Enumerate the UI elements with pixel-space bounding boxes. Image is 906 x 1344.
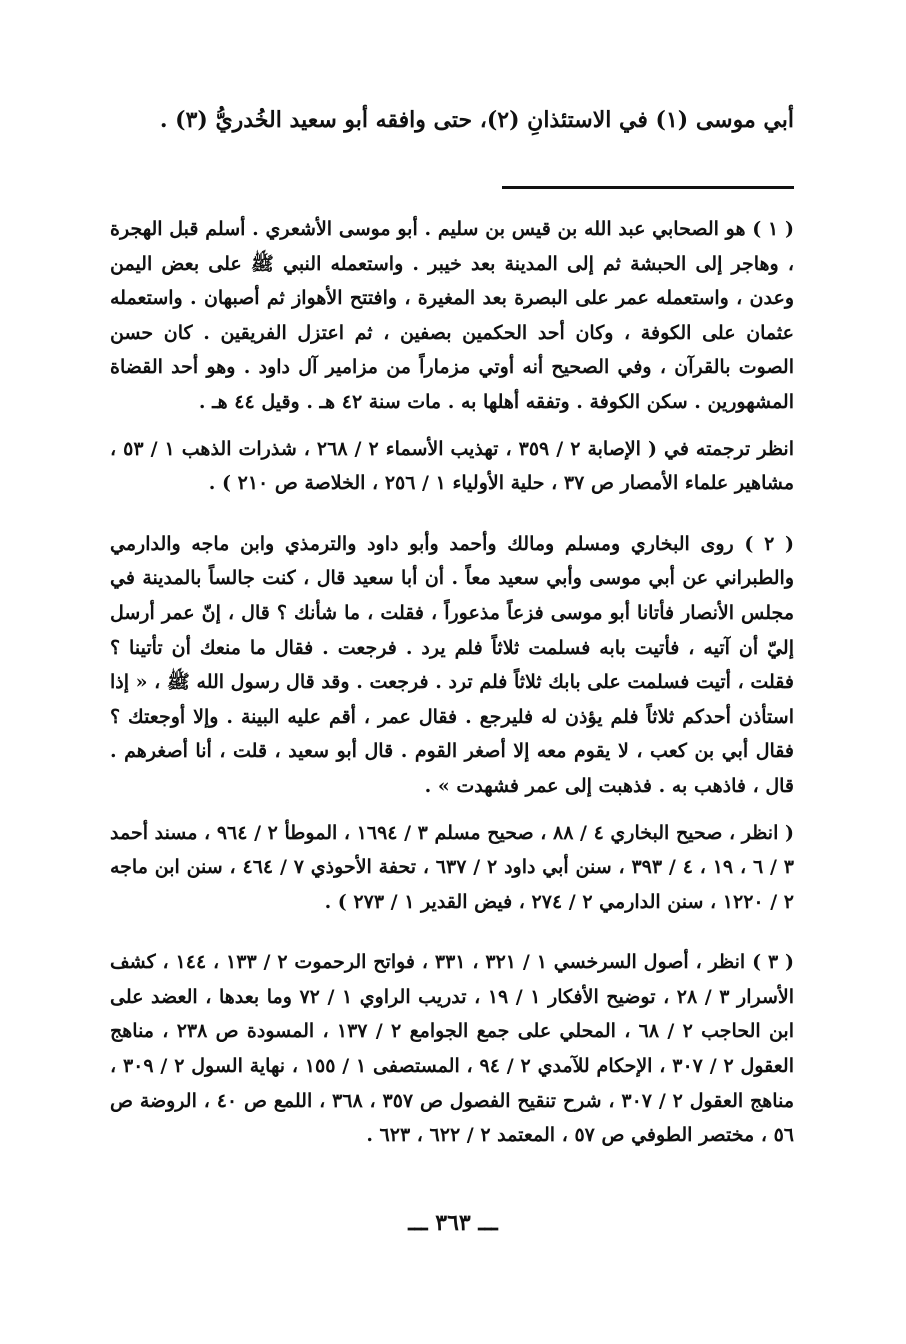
footnote-3-references: ( ٣ ) انظر ، أصول السرخسي ١ / ٣٢١ ، ٣٣١ ، فواتح الرحموت ٢ / ١٣٣ ، ١٤٤ ، كشف الأسرار ٣ / ٢٨ ، توضيح الأفكار ١ / ١٩ ، تدريب الراوي ١ / ٧٢ وما بعدها ، العضد على ابن الحاجب ٢ / ٦٨ ، المحلي على جمع الجوامع ٢ / ١٣٧ ، المسودة ص ٢٣٨ ، مناهج العقول ٢ / ٣٠٧ ، الإحكام للآمدي ٢ / ٩٤ ، المستصفى ١ / ١٥٥ ، نهاية السول ٢ / ٣٠٩ ، مناهج العقول ٢ / ٣٠٧ ، شرح تنقيح الفصول ص ٣٥٧ ، ٣٦٨ ، اللمع ص ٤٠ ، الروضة ص ٥٦ ، مختصر الطوفي ص ٥٧ ، المعتمد ٢ / ٦٢٢ ، ٦٢٣ . — [110, 951, 795, 1147]
footnote-separator — [502, 186, 794, 189]
footnote-2-hadith: ( ٢ ) روى البخاري ومسلم ومالك وأحمد وأبو داود والترمذي وابن ماجه والدارمي والطبراني عن أبي موسى وأبي سعيد معاً . أن أبا سعيد قال ، كنت جالساً بالمدينة في مجلس الأنصار فأتانا أبو موسى فزعاً مذعوراً ، فقلت ، ما شأنك ؟ قال ، إنّ عمر أرسل إليّ أن آتيه ، فأتيت بابه فسلمت ثلاثاً فلم يرد . فرجعت . فقال ما منعك أن تأتينا ؟ فقلت ، أتيت فسلمت على بابك ثلاثاً فلم ترد . فرجعت . وقد قال رسول الله ﷺ ، « إذا استأذن أحدكم ثلاثاً فلم يؤذن له فليرجع . فقال عمر ، أقم عليه البينة . وإلا أوجعتك ؟ فقال أبي بن كعب ، لا يقوم معه إلا أصغر القوم . قال أبو سعيد ، قلت ، أنا أصغرهم . قال ، فاذهب به . فذهبت إلى عمر فشهدت » . — [110, 532, 795, 797]
main-text-line: أبي موسى (١) في الاستئذانِ (٢)، حتى وافقه أبو سعيد الخُدريُّ (٣) . — [159, 107, 794, 133]
footnotes-section — [110, 212, 794, 1153]
footnote-1-biography: ( ١ ) هو الصحابي عبد الله بن قيس بن سليم . أبو موسى الأشعري . أسلم قبل الهجرة ، وهاجر إلى الحبشة ثم إلى المدينة بعد خيبر . واستعمله النبي ﷺ على بعض اليمن وعدن ، واستعمله عمر على البصرة بعد المغيرة ، وافتتح الأهواز ثم أصبهان . واستعمله عثمان على الكوفة ، وكان أحد الحكمين بصفين ، ثم اعتزل الفريقين . كان حسن الصوت بالقرآن ، وفي الصحيح أنه أوتي مزماراً من مزامير آل داود . وهو أحد القضاة المشهورين . سكن الكوفة . وتفقه أهلها به . مات سنة ٤٢ هـ . وقيل ٤٤ هـ . — [110, 218, 795, 413]
footnote-1-references: انظر ترجمته في ( الإصابة ٢ / ٣٥٩ ، تهذيب الأسماء ٢ / ٢٦٨ ، شذرات الذهب ١ / ٥٣ ، مشاهير علماء الأمصار ص ٣٧ ، حلية الأولياء ١ / ٢٥٦ ، الخلاصة ص ٢١٠ ) . — [110, 437, 794, 495]
page-number: ـــ ٣٦٣ ـــ — [408, 1210, 498, 1236]
footnote-2-references: ( انظر ، صحيح البخاري ٤ / ٨٨ ، صحيح مسلم ٣ / ١٦٩٤ ، الموطأ ٢ / ٩٦٤ ، مسند أحمد ٣ / ٦ ، ١٩ ، ٤ / ٣٩٣ ، سنن أبي داود ٢ / ٦٣٧ ، تحفة الأحوذي ٧ / ٤٦٤ ، سنن ابن ماجه ٢ / ١٢٢٠ ، سنن الدارمي ٢ / ٢٧٤ ، فيض القدير ١ / ٢٧٣ ) . — [110, 821, 794, 913]
